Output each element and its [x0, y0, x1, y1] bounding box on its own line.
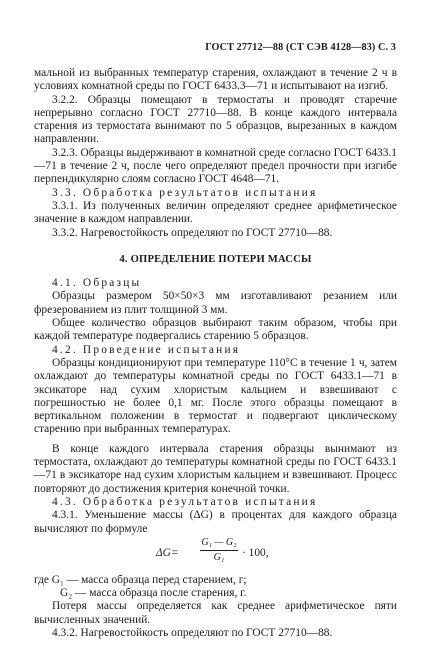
paragraph-3-2-2: 3.2.2. Образцы помещают в термостаты и проводят старечие непрерывно согласно ГОСТ 27710—88. В конце каждого интервала старения из термостата вынимают по 5 образцов, вырезанных в каждом направлении.	[34, 93, 397, 146]
paragraph-3-3-1: 3.3.1. Из полученных величин определяют среднее арифметическое значение в каждом направлении.	[34, 199, 397, 226]
formula-numerator: G₁ — G₂	[200, 537, 238, 551]
paragraph-4-1: Образцы размером 50×50×3 мм изготавливают резанием или фрезерованием из плит толщиной 3 мм.	[34, 290, 397, 316]
formula-where-g1: где G₁ — масса образца перед старением, г;	[34, 573, 247, 586]
heading-4-3: 4.3. Обработка результатов испытания	[52, 495, 318, 508]
paragraph-4-2-a: Образцы кондиционируют при температуре 110°С в течение 1 ч, затем охлаждают до температуры комнатной среды по ГОСТ 6433.1—71 в эксикаторе над сухим хлористым кальцием и взвешивают с погрешностью не более 0,1 мг. После этого образцы помещают в вертикальном положении в термостат и подвергают циклическому старению при выбранных температурах.	[34, 356, 397, 436]
section-4-title: 4. ОПРЕДЕЛЕНИЕ ПОТЕРИ МАССЫ	[119, 253, 312, 265]
page-header: ГОСТ 27712—88 (СТ СЭВ 4128—83) С. 3	[205, 42, 396, 53]
paragraph-4-3-2: 4.3.2. Нагревостойкость определяют по ГОСТ 27710—88.	[52, 626, 333, 639]
formula-where-g2: G₂ — масса образца после старения, г.	[60, 587, 247, 600]
heading-4-2: 4.2. Проведение испытания	[52, 343, 241, 356]
page-body	[34, 67, 397, 640]
paragraph-3-3-2: 3.3.2. Нагревостойкость определяют по ГОСТ 27710—88.	[52, 226, 333, 239]
paragraph-mass-loss-average: Потеря массы определяется как среднее арифметическое пяти вычисленных значений.	[34, 600, 397, 626]
paragraph-4-2-b: В конце каждого интервала старения образцы вынимают из термостата, охлаждают до температуры комнатной среды по ГОСТ 6433.1—71 в эксикаторе над сухим хлористым кальцием и взвешивают. Процесс повторяют до достижения критерия конечной точки.	[34, 442, 397, 495]
formula-rhs: · 100,	[242, 546, 269, 559]
heading-4-1: 4.1. Образцы	[52, 277, 142, 290]
formula-denominator: G₁	[213, 551, 225, 563]
mass-loss-formula	[34, 537, 397, 571]
paragraph-4-3-1: 4.3.1. Уменьшение массы (ΔG) в процентах для каждого образца вычисляют по формуле	[34, 509, 397, 535]
heading-3-3: 3.3. Обработка результатов испытания	[52, 186, 318, 199]
formula-lhs: ΔG=	[156, 546, 179, 559]
paragraph-4-1-count: Общее количество образцов выбирают таким образом, чтобы при каждой температуре подвергались старению 5 образцов.	[34, 317, 397, 343]
paragraph-continuation: мальной из выбранных температур старения, охлаждают в течение 2 ч в условиях комнатной среды по ГОСТ 6433.3—71 и испытывают на изгиб.	[34, 67, 397, 93]
formula-fraction	[200, 537, 238, 564]
paragraph-3-2-3: 3.2.3. Образцы выдерживают в комнатной среде согласно ГОСТ 6433.1—71 в течение 2 ч, после чего определяют предел прочности при изгибе перпендикулярно слоям согласно ГОСТ 4648—71.	[34, 146, 397, 186]
